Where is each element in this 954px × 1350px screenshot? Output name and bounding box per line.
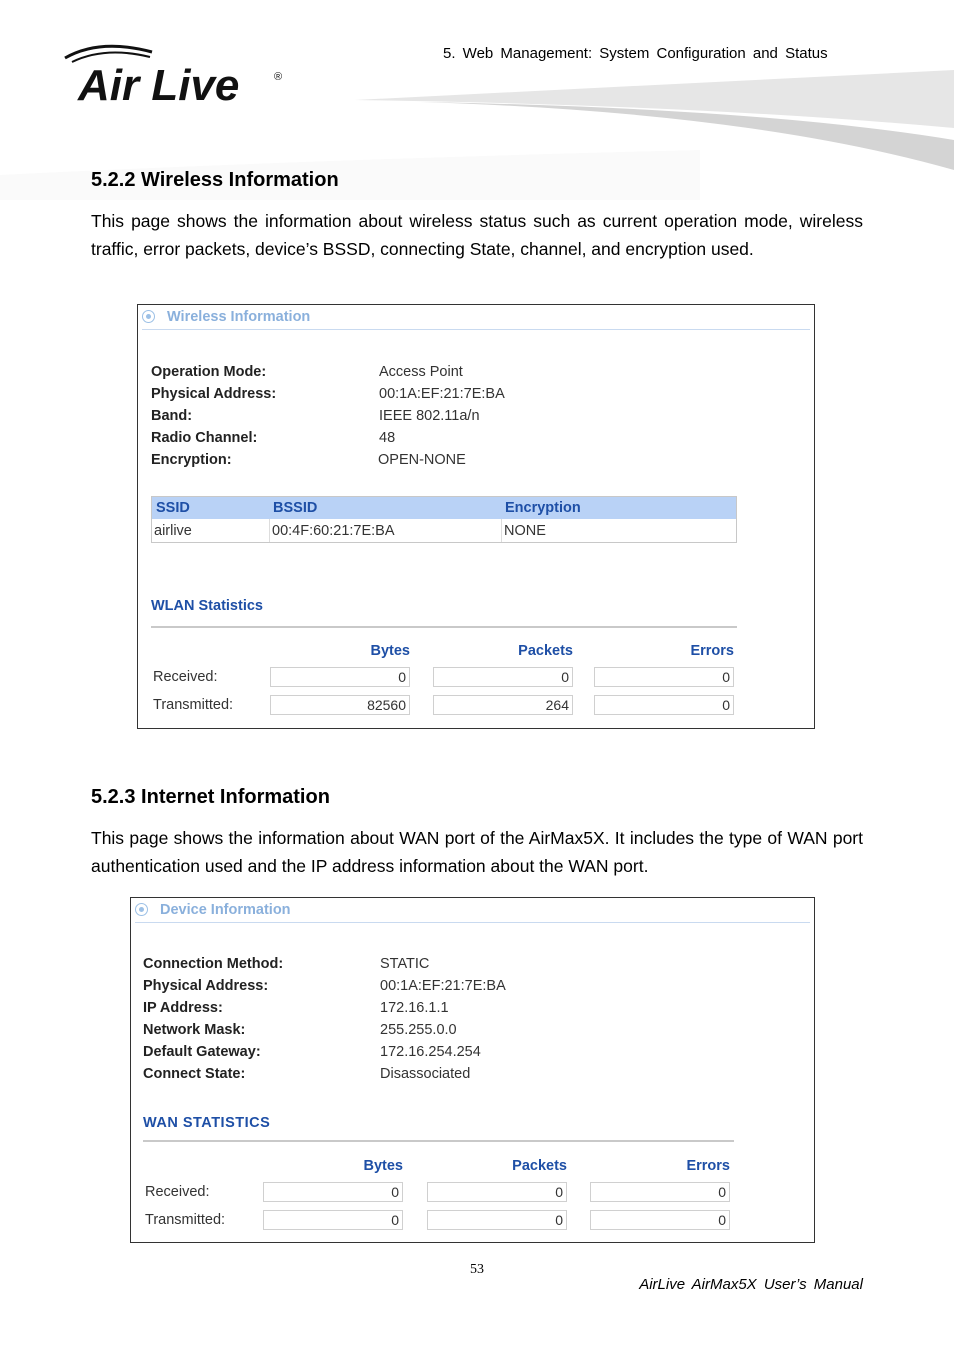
panel-title: Device Information — [160, 902, 291, 918]
chapter-title: 5. Web Management: System Configuration and Status — [443, 45, 828, 62]
field-label: Band: — [151, 408, 193, 424]
column-header-ssid: SSID — [156, 500, 190, 516]
field-value: 172.16.1.1 — [380, 1000, 449, 1016]
page-number: 53 — [470, 1262, 484, 1277]
column-divider — [501, 519, 502, 542]
transmitted-errors-field: 0 — [594, 695, 734, 715]
field-label: Connection Method: — [143, 956, 284, 972]
field-label: IP Address: — [143, 1000, 223, 1016]
field-row — [151, 449, 751, 471]
section-body-wireless: This page shows the information about wireless status such as current operation mode, wireless traffic, error packets, device’s BSSD, connecting State, channel, and encryption used. — [91, 211, 863, 259]
panel-title-bar — [135, 900, 810, 923]
received-bytes-field: 0 — [270, 667, 410, 687]
field-value: 00:1A:EF:21:7E:BA — [380, 978, 506, 994]
cell-ssid: airlive — [154, 523, 192, 539]
cell-encryption: NONE — [504, 523, 546, 539]
received-errors-field: 0 — [594, 667, 734, 687]
field-value: 255.255.0.0 — [380, 1022, 457, 1038]
received-packets-field: 0 — [433, 667, 573, 687]
divider — [143, 1140, 734, 1142]
row-label-received: Received: — [153, 669, 218, 685]
column-header-packets: Packets — [518, 643, 573, 659]
wireless-information-panel — [137, 304, 815, 729]
field-row — [143, 975, 743, 997]
panel-title: Wireless Information — [167, 309, 311, 325]
column-header-bssid: BSSID — [273, 500, 318, 516]
row-label-transmitted: Transmitted: — [153, 697, 234, 713]
field-label: Physical Address: — [143, 978, 269, 994]
field-value: 48 — [379, 430, 396, 446]
airlive-logo — [60, 40, 290, 110]
field-label: Encryption: — [151, 452, 232, 468]
bullet-icon — [135, 903, 148, 916]
column-header-errors: Errors — [690, 643, 734, 659]
section-body-internet: This page shows the information about WAN port of the AirMax5X. It includes the type of WAN port authentication used and the IP address information about the WAN port. — [91, 828, 863, 876]
section-heading-internet: 5.2.3 Internet Information — [91, 786, 330, 808]
section-heading-wireless: 5.2.2 Wireless Information — [91, 169, 339, 191]
column-header-encryption: Encryption — [505, 500, 581, 516]
field-value: OPEN-NONE — [378, 452, 466, 468]
cell-bssid: 00:4F:60:21:7E:BA — [272, 523, 395, 539]
column-header-bytes: Bytes — [363, 1158, 403, 1174]
field-value: Access Point — [379, 364, 463, 380]
ssid-table-header — [152, 497, 736, 519]
wan-statistics-title: WAN STATISTICS — [143, 1115, 271, 1131]
field-value: IEEE 802.11a/n — [379, 408, 480, 424]
column-header-bytes: Bytes — [370, 643, 410, 659]
airlive-logo-graphic — [60, 40, 290, 110]
field-row — [143, 953, 743, 975]
received-packets-field: 0 — [427, 1182, 567, 1202]
transmitted-packets-field: 264 — [433, 695, 573, 715]
received-bytes-field: 0 — [263, 1182, 403, 1202]
field-label: Connect State: — [143, 1066, 246, 1082]
panel-title-bar — [142, 307, 810, 330]
ssid-table — [151, 496, 737, 543]
field-value: 172.16.254.254 — [380, 1044, 481, 1060]
field-row — [143, 1019, 743, 1041]
field-row — [143, 1041, 743, 1063]
field-row — [151, 405, 751, 427]
field-row — [143, 1063, 743, 1085]
field-value: Disassociated — [380, 1066, 471, 1082]
row-label-transmitted: Transmitted: — [145, 1212, 226, 1228]
received-errors-field: 0 — [590, 1182, 730, 1202]
field-label: Radio Channel: — [151, 430, 258, 446]
transmitted-packets-field: 0 — [427, 1210, 567, 1230]
device-information-panel — [130, 897, 815, 1243]
bullet-icon — [142, 310, 155, 323]
divider — [151, 626, 737, 628]
field-row — [151, 383, 751, 405]
manual-footer: AirLive AirMax5X User’s Manual — [639, 1276, 863, 1293]
field-value: STATIC — [380, 956, 430, 972]
column-divider — [269, 519, 270, 542]
transmitted-bytes-field: 82560 — [270, 695, 410, 715]
transmitted-bytes-field: 0 — [263, 1210, 403, 1230]
field-label: Network Mask: — [143, 1022, 246, 1038]
field-label: Operation Mode: — [151, 364, 267, 380]
field-label: Physical Address: — [151, 386, 277, 402]
registered-mark: ® — [274, 71, 283, 83]
column-header-packets: Packets — [512, 1158, 567, 1174]
field-row — [151, 427, 751, 449]
transmitted-errors-field: 0 — [590, 1210, 730, 1230]
field-row — [151, 361, 751, 383]
field-label: Default Gateway: — [143, 1044, 261, 1060]
wlan-statistics-title: WLAN Statistics — [151, 598, 263, 614]
field-value: 00:1A:EF:21:7E:BA — [379, 386, 505, 402]
row-label-received: Received: — [145, 1184, 210, 1200]
field-row — [143, 997, 743, 1019]
column-header-errors: Errors — [686, 1158, 730, 1174]
logo-wordmark: Air Live — [78, 61, 240, 110]
